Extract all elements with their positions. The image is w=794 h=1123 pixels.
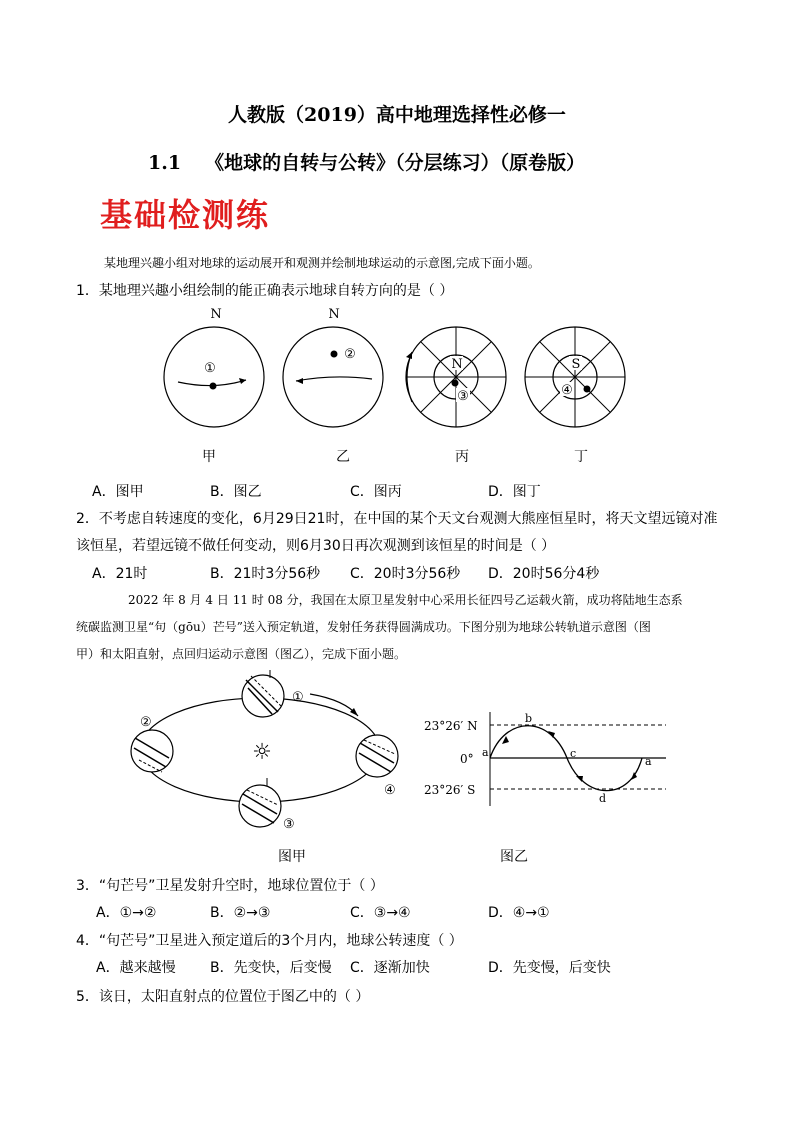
orbit-diagram [120, 668, 410, 838]
intro-paragraph-2-line2: 统碳监测卫星“句（gōu）芒号”送入预定轨道，发射任务获得圆满成功。下图分别为地球公转轨道示意图（图 [76, 620, 651, 634]
point-a-start: a [482, 746, 489, 759]
figure-label-jia: 甲 [202, 449, 216, 465]
figure-label-yi: 乙 [336, 449, 350, 465]
figure-label-ding: 丁 [574, 449, 588, 465]
north-label: N [328, 307, 340, 322]
point-dot [452, 380, 459, 387]
point-dot [331, 351, 338, 358]
arrow-head-icon [239, 378, 246, 384]
question-5-stem: 5．该日，太阳直射点的位置位于图乙中的（ ） [76, 989, 370, 1005]
q3-option-a[interactable]: A．①→② [96, 905, 157, 921]
intro-paragraph-1: 某地理兴趣小组对地球的运动展开和观测并绘制地球运动的示意图,完成下面小题。 [104, 256, 540, 270]
q2-option-d[interactable]: D．20时56分4秒 [488, 566, 600, 582]
q3-option-d[interactable]: D．④→① [488, 905, 550, 921]
q2-option-c[interactable]: C．20时3分56秒 [350, 566, 461, 582]
point-b: b [525, 712, 533, 725]
tropic-north-label: 23°26′ N [424, 719, 478, 733]
point-a-end: a [645, 755, 652, 768]
point-c: c [570, 747, 577, 760]
section-title: 基础检测练 [100, 196, 271, 234]
orbit-direction-arrow [310, 694, 358, 716]
marker-3: ③ [457, 389, 469, 404]
figure-yi [283, 307, 383, 427]
equator-label: 0° [460, 752, 474, 766]
marker-1: ① [204, 361, 216, 376]
intro-paragraph-2-line3: 甲）和太阳直射，点回归运动示意图（图乙），完成下面小题。 [76, 647, 407, 661]
q3-option-b[interactable]: B．②→③ [210, 905, 271, 921]
question-4-stem: 4．“句芒号”卫星进入预定道后的3个月内，地球公转速度（ ） [76, 933, 463, 949]
question-3-stem: 3．“句芒号”卫星发射升空时，地球位置位于（ ） [76, 878, 384, 894]
north-label: N [210, 307, 222, 322]
q4-option-c[interactable]: C．逐渐加快 [350, 960, 430, 976]
earth-position-4 [356, 735, 398, 798]
arrow-head-icon [406, 352, 412, 359]
q2-option-b[interactable]: B．21时3分56秒 [210, 566, 321, 582]
q3-option-c[interactable]: C．③→④ [350, 905, 411, 921]
marker-3: ③ [283, 817, 295, 832]
document-title: 人教版（2019）高中地理选择性必修一 [228, 104, 566, 126]
marker-2: ② [140, 715, 152, 730]
q1-option-d[interactable]: D．图丁 [488, 484, 541, 500]
globe-circle [164, 327, 264, 427]
caption-figure-yi: 图乙 [500, 849, 528, 865]
marker-1: ① [292, 690, 304, 705]
earth-position-1 [242, 670, 304, 717]
tropic-south-label: 23°26′ S [424, 783, 476, 797]
q4-option-d[interactable]: D．先变慢，后变快 [488, 960, 611, 976]
arrow-head-icon [296, 378, 303, 384]
point-dot [210, 383, 217, 390]
pole-label: N [451, 357, 463, 372]
earth-position-3 [239, 778, 295, 832]
question-1-stem: 1．某地理兴趣小组绘制的能正确表示地球自转方向的是（ ） [76, 283, 454, 299]
earth-circle [356, 735, 398, 777]
earth-position-2 [131, 715, 173, 772]
q1-figures [150, 300, 650, 470]
marker-4: ④ [384, 783, 396, 798]
q1-option-a[interactable]: A．图甲 [92, 484, 144, 500]
question-2-stem-line2: 该恒星，若望远镜不做任何变动，则6月30日再次观测到该恒星的时间是（ ） [76, 538, 556, 554]
q2-option-a[interactable]: A．21时 [92, 566, 148, 582]
caption-figure-jia: 图甲 [278, 849, 306, 865]
point-dot [584, 386, 591, 393]
q4-option-b[interactable]: B．先变快，后变慢 [210, 960, 332, 976]
figure-bing [406, 327, 506, 427]
lesson-number: 1.1 [148, 152, 182, 174]
intro-paragraph-2-line1: 2022 年 8 月 4 日 11 时 08 分，我国在太原卫星发射中心采用长征四号乙运载火箭，成功将陆地生态系 [128, 593, 683, 607]
figure-label-bing: 丙 [455, 449, 469, 465]
marker-4: ④ [561, 383, 573, 398]
figure-ding [525, 327, 625, 427]
pole-label: S [571, 357, 581, 372]
earth-circle [131, 730, 173, 772]
q4-option-a[interactable]: A．越来越慢 [96, 960, 176, 976]
figure-jia [164, 307, 264, 427]
arrow-head-icon [576, 776, 583, 782]
q1-option-b[interactable]: B．图乙 [210, 484, 262, 500]
q1-option-c[interactable]: C．图丙 [350, 484, 402, 500]
rotation-arrow [296, 377, 372, 381]
marker-2: ② [344, 347, 356, 362]
sun-point-diagram [420, 710, 670, 820]
question-2-stem-line1: 2．不考虑自转速度的变化，6月29日21时，在中国的某个天文台观测大熊座恒星时，将天文望远镜对准 [76, 511, 718, 527]
sun-icon: ☼ [252, 740, 272, 765]
lesson-title [148, 148, 585, 175]
point-d: d [599, 792, 607, 805]
lesson-name: 《地球的自转与公转》（分层练习）（原卷版） [205, 152, 586, 174]
